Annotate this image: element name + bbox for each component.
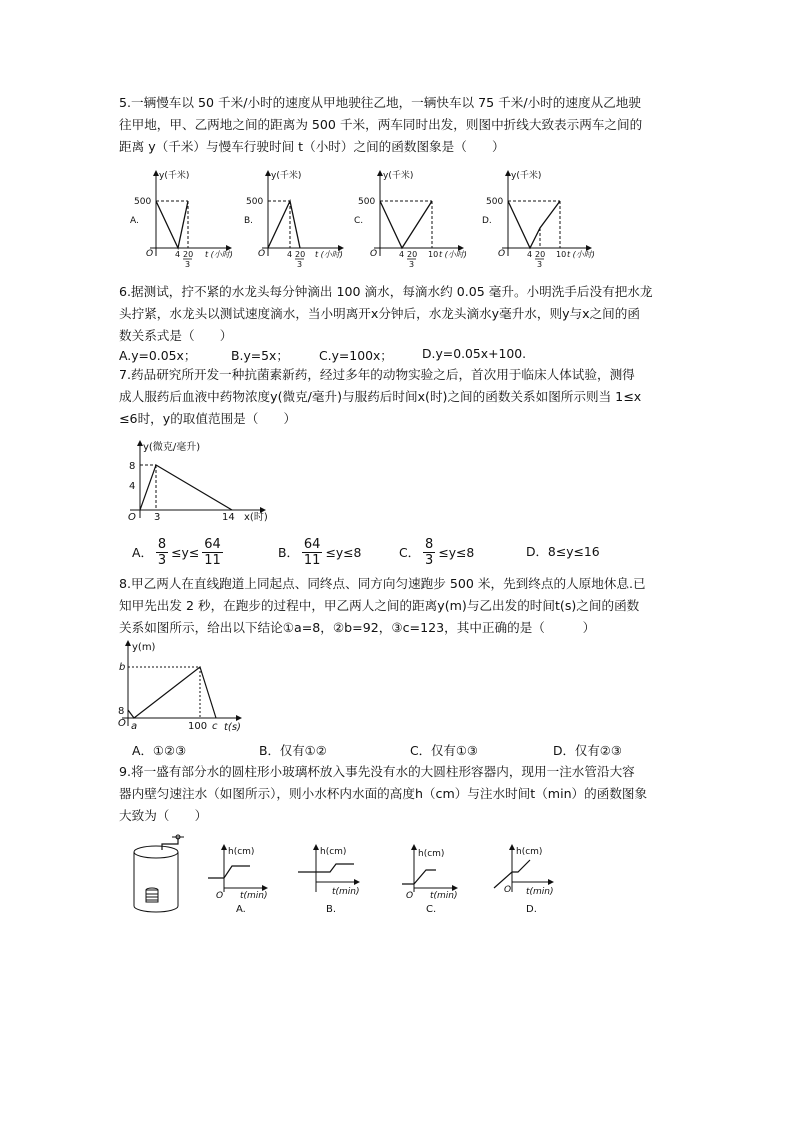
q5a-xlabel: t (小时) (205, 250, 233, 259)
q5d-x2den: 3 (537, 260, 543, 269)
q8-ylabel: y(m) (132, 642, 156, 653)
q7-a-frac1: $\frac{8}{3}$ (157, 536, 167, 568)
q5-line-1: 5.一辆慢车以 50 千米/小时的速度从甲地驶往乙地，一辆快车以 75 千米/小时的速度从乙地驶 (119, 95, 641, 110)
q7-option-a[interactable] (132, 534, 226, 570)
q5b-origin: O (258, 249, 266, 259)
q9-graph-d (490, 842, 560, 918)
q8-line-2: 知甲先出发 2 秒，在跑步的过程中，甲乙两人之间的距离y(m)与乙出发的时间t(s)之间的函数 (119, 598, 640, 613)
q7-a-mid: ≤y≤ (171, 544, 200, 560)
q6-line-1: 6.据测试，拧不紧的水龙头每分钟滴出 100 滴水，每滴水约 0.05 毫升。小明洗手后没有把水龙 (119, 284, 653, 299)
q7-option-d[interactable]: D．8≤y≤16 (526, 544, 600, 559)
q7-x3: 3 (154, 512, 161, 523)
q5c-x2den: 3 (409, 260, 415, 269)
q5-text (119, 92, 697, 158)
q9d-ylabel: h(cm) (516, 847, 543, 857)
q5-option-c[interactable]: C. (354, 216, 364, 226)
q7-xlabel: x(时) (244, 512, 268, 523)
q8-origin: O (118, 718, 126, 729)
q5a-x2den: 3 (185, 260, 191, 269)
q5c-ylabel: y(千米) (383, 171, 414, 181)
q6-option-a[interactable]: A.y=0.05x； (119, 348, 197, 363)
q5a-yval: 500 (134, 197, 152, 207)
container-illustration (128, 832, 194, 918)
q5c-origin: O (370, 249, 378, 259)
q5-option-b[interactable]: B. (244, 216, 254, 226)
q9c-origin: O (406, 891, 414, 901)
q8-option-d[interactable]: D．仅有②③ (553, 743, 622, 758)
q7-b-label: B． (278, 545, 299, 560)
q9-graph-c (394, 842, 464, 918)
q8-option-b[interactable]: B．仅有①② (259, 743, 327, 758)
q7-options (132, 534, 632, 570)
q6-line-2: 头拧紧，水龙头以测试速度滴水，当小明离开x分钟后，水龙头滴水y毫升水，则y与x之间的函 (119, 306, 640, 321)
q5b-x2den: 3 (297, 260, 303, 269)
q5d-x1: 4 (527, 250, 533, 259)
q5-graph-c (350, 168, 470, 268)
q9b-xlabel: t(min) (332, 887, 360, 897)
q7-option-b[interactable] (278, 534, 361, 570)
q5c-yval: 500 (358, 197, 376, 207)
q5-line-3: 距离 y（千米）与慢车行驶时间 t（小时）之间的函数图象是（ ） (119, 139, 505, 154)
q9-graph-a (204, 842, 274, 918)
q5a-x1: 4 (175, 250, 181, 259)
q5c-x2num: 20 (407, 250, 418, 259)
q8-b: b (119, 662, 126, 673)
q9d-xlabel: t(min) (526, 887, 554, 897)
q5b-x2num: 20 (295, 250, 306, 259)
q5-option-d[interactable]: D. (482, 216, 492, 226)
q7-y4: 4 (129, 481, 136, 492)
q9b-ylabel: h(cm) (320, 847, 347, 857)
q9-option-d[interactable]: D. (526, 904, 537, 915)
q8-line-3: 关系如图所示，给出以下结论①a=8，②b=92，③c=123，其中正确的是（ ） (119, 620, 596, 635)
q5d-ylabel: y(千米) (511, 171, 542, 181)
q9-option-c[interactable]: C. (426, 904, 437, 915)
q7-c-tail: ≤y≤8 (438, 544, 475, 560)
q9-graph-b (296, 842, 366, 918)
q5a-x2num: 20 (183, 250, 194, 259)
q7-y8: 8 (129, 461, 136, 472)
q9-line-2: 器内壁匀速注水（如图所示），则小水杯内水面的高度h（cm）与注水时间t（min）的函数图象 (119, 786, 648, 801)
q7-b-tail: ≤y≤8 (325, 544, 362, 560)
q8-eight: 8 (118, 706, 125, 717)
q7-x14: 14 (222, 512, 235, 523)
q5c-x3: 10 (428, 250, 439, 259)
q6-option-c[interactable]: C.y=100x； (319, 348, 393, 363)
q5d-x3: 10 (556, 250, 567, 259)
q7-option-c[interactable] (399, 534, 474, 570)
q9c-xlabel: t(min) (430, 891, 458, 901)
q8-graph (116, 638, 266, 734)
q5-graph-b (238, 168, 348, 268)
q7-a-frac2: $\frac{64}{11}$ (204, 536, 221, 568)
q5-graph-d (478, 168, 598, 268)
q5-option-a[interactable]: A. (130, 216, 139, 226)
q5-graph-a (126, 168, 236, 268)
q6-option-d[interactable]: D.y=0.05x+100. (422, 346, 527, 361)
q5a-origin: O (146, 249, 154, 259)
q6-text (119, 281, 697, 347)
q7-origin: O (128, 512, 136, 523)
q7-a-label: A． (132, 545, 153, 560)
q7-line-1: 7.药品研究所开发一种抗菌素新药，经过多年的动物实验之后，首次用于临床人体试验，测得 (119, 367, 635, 382)
q8-x100: 100 (188, 721, 208, 732)
q6-options (119, 346, 679, 366)
q5d-yval: 500 (486, 197, 504, 207)
q5d-x2num: 20 (535, 250, 546, 259)
q7-line-2: 成人服药后血液中药物浓度y(微克/毫升)与服药后时间x(时)之间的函数关系如图所示则当 1≤x (119, 389, 642, 404)
q8-options (132, 741, 652, 761)
q9d-origin: O (504, 885, 512, 895)
q7-c-label: C． (399, 545, 421, 560)
q5c-xlabel: t (小时) (439, 250, 467, 259)
q8-text (119, 573, 697, 639)
q9a-xlabel: t(min) (240, 891, 268, 901)
q8-option-a[interactable]: A．①②③ (132, 743, 187, 758)
q5a-ylabel: y(千米) (159, 171, 190, 181)
q5b-yval: 500 (246, 197, 264, 207)
q9a-ylabel: h(cm) (228, 847, 255, 857)
q6-option-b[interactable]: B.y=5x； (231, 348, 289, 363)
q7-text (119, 364, 697, 430)
q7-graph (120, 438, 270, 524)
q8-xlabel: t(s) (224, 722, 241, 733)
q8-c: c (212, 721, 218, 732)
q5b-xlabel: t (小时) (315, 250, 343, 259)
q9-text (119, 761, 697, 827)
q8-line-1: 8.甲乙两人在直线跑道上同起点、同终点、同方向匀速跑步 500 米，先到终点的人原地休息.已 (119, 576, 646, 591)
q6-line-3: 数关系式是（ ） (119, 328, 233, 343)
q9-option-b[interactable]: B. (326, 904, 337, 915)
q5-line-2: 往甲地，甲、乙两地之间的距离为 500 千米，两车同时出发，则图中折线大致表示两车之间的 (119, 117, 643, 132)
q5b-ylabel: y(千米) (271, 171, 302, 181)
q7-ylabel: y(微克/毫升) (143, 442, 201, 453)
q9-option-a[interactable]: A. (236, 904, 246, 915)
q9a-origin: O (216, 891, 224, 901)
q7-line-3: ≤6时，y的取值范围是（ ） (119, 411, 297, 426)
q5d-xlabel: t (小时) (567, 250, 595, 259)
q8-a: a (131, 721, 138, 732)
q5c-x1: 4 (399, 250, 405, 259)
q9-line-1: 9.将一盛有部分水的圆柱形小玻璃杯放入事先没有水的大圆柱形容器内，现用一注水管沿大容 (119, 764, 635, 779)
q9-line-3: 大致为（ ） (119, 808, 208, 823)
q5d-origin: O (498, 249, 506, 259)
q8-option-c[interactable]: C．仅有①③ (410, 743, 479, 758)
q9c-ylabel: h(cm) (418, 849, 445, 859)
q5b-x1: 4 (287, 250, 293, 259)
q7-c-frac: $\frac{8}{3}$ (425, 536, 434, 568)
q7-b-frac: $\frac{64}{11}$ (303, 536, 321, 568)
